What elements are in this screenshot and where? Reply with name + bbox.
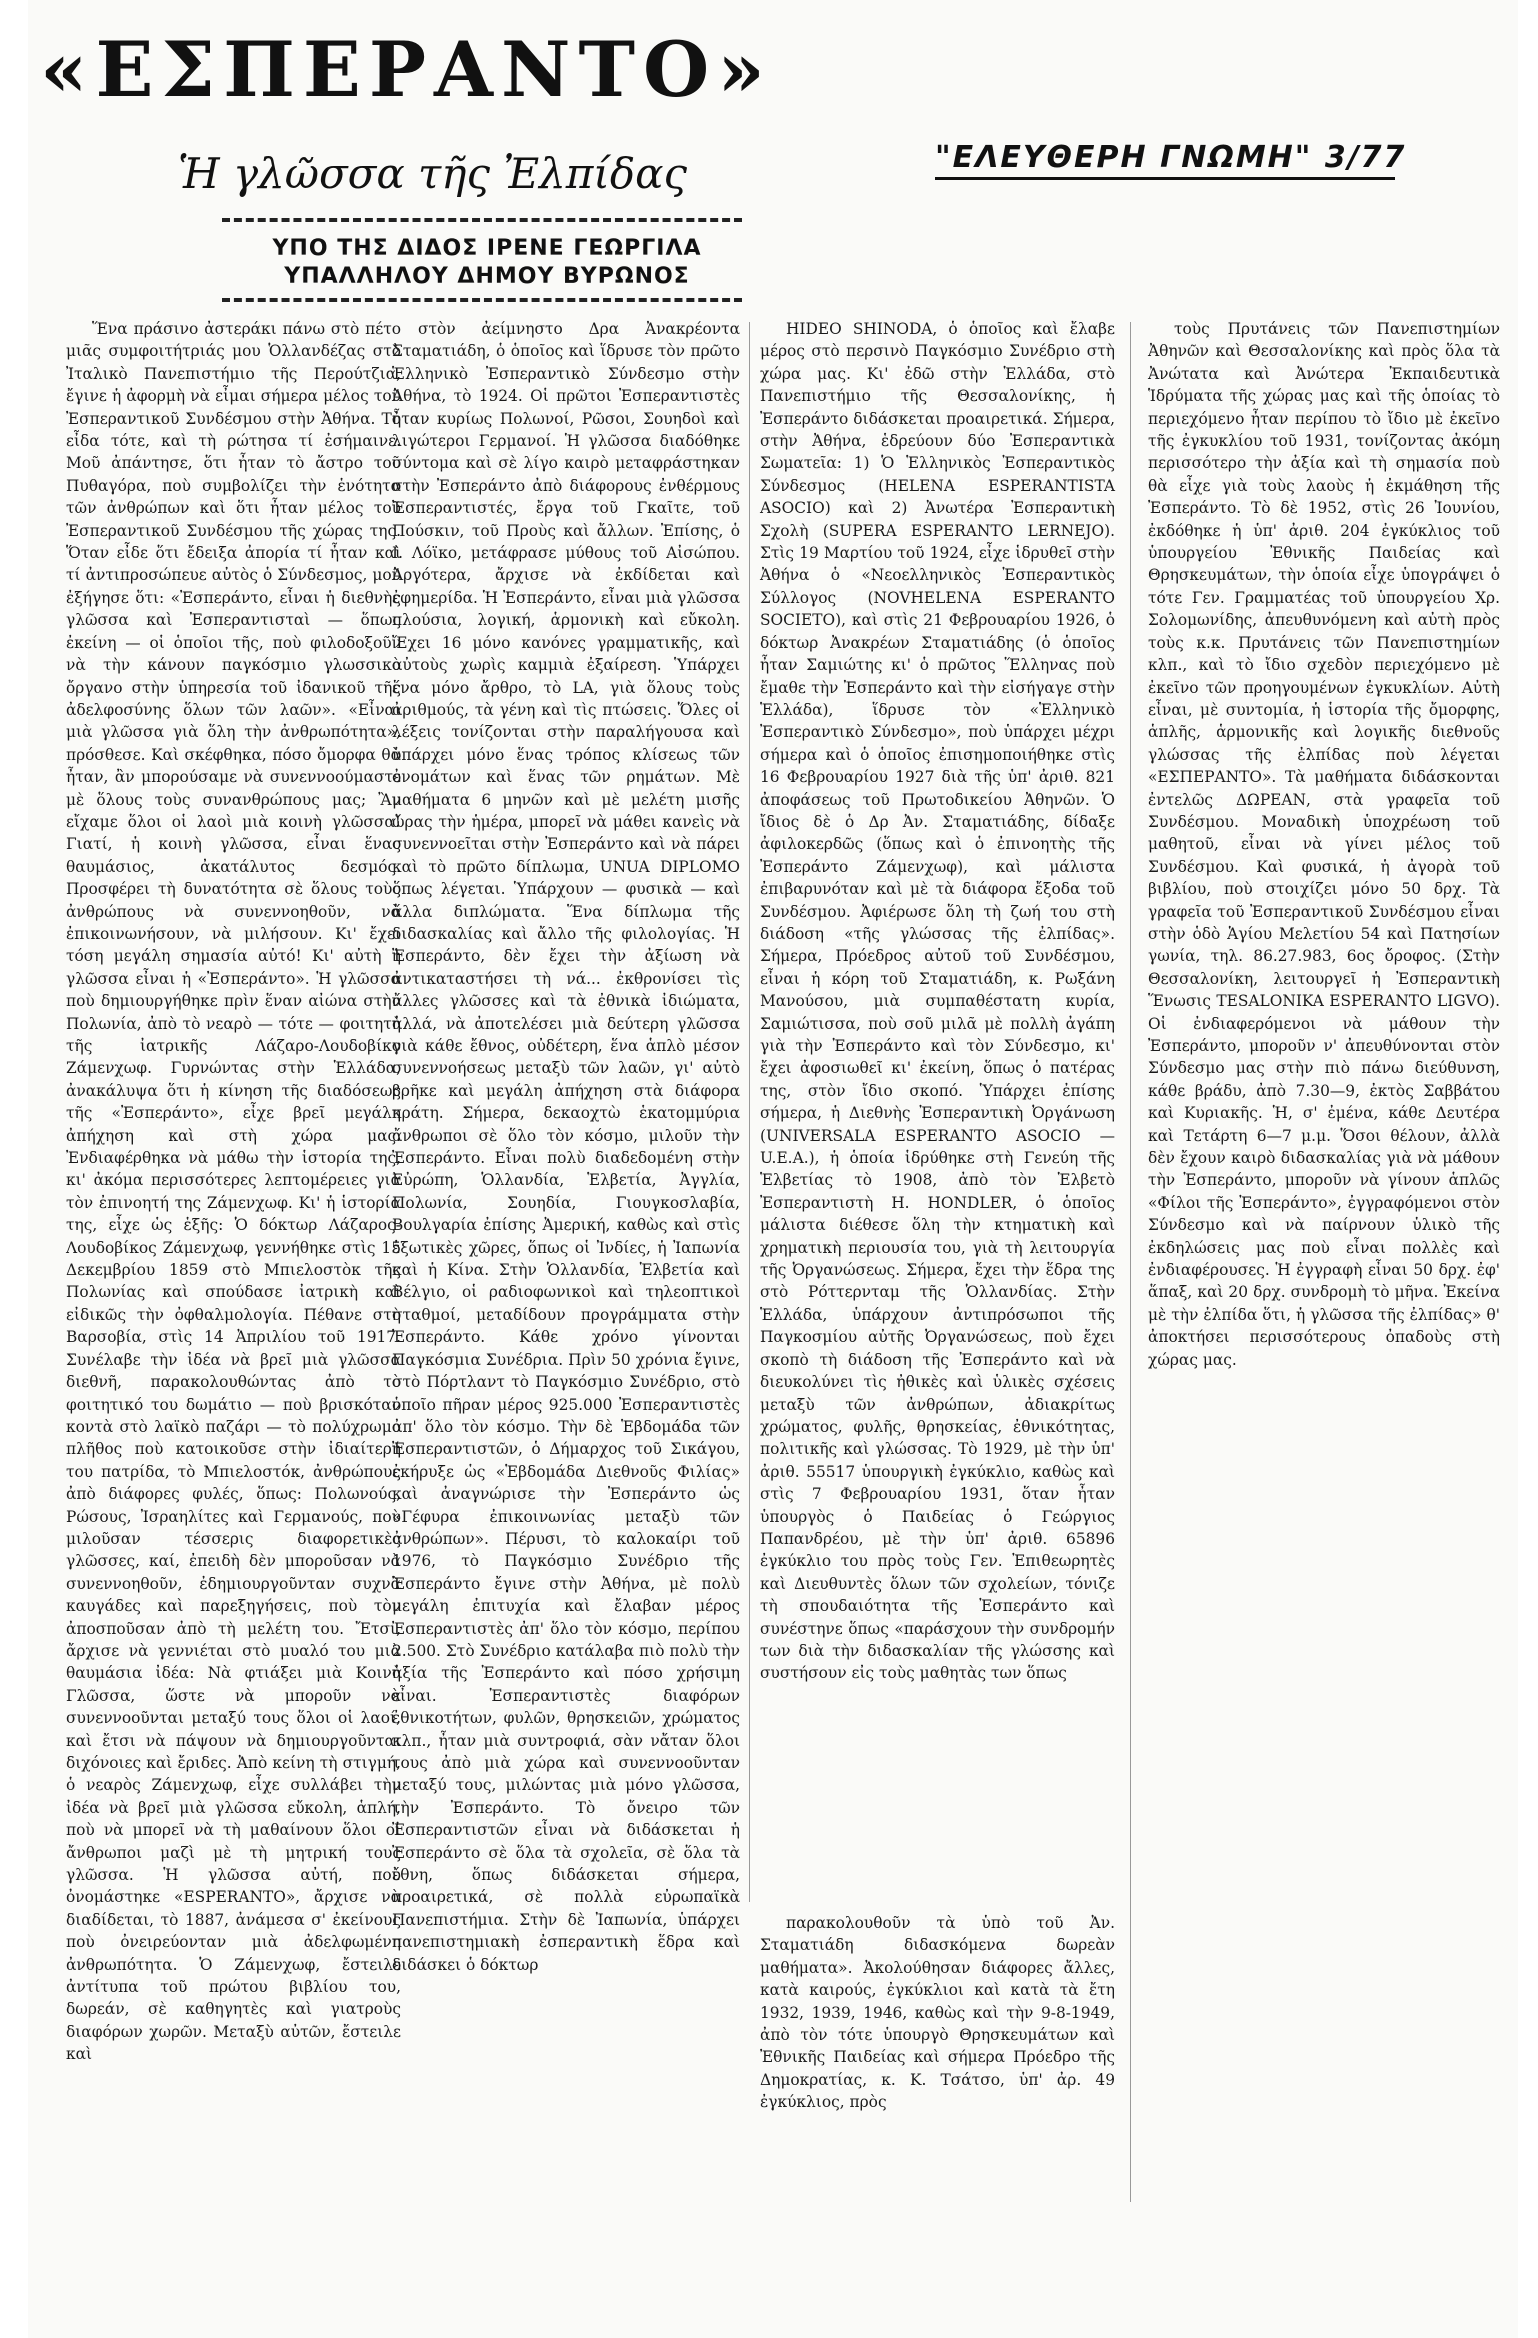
masthead-title: «ΕΣΠΕΡΑΝΤΟ» — [40, 25, 773, 114]
article-column-1: Ἕνα πράσινο ἀστεράκι πάνω στὸ πέτο μιᾶς συμφοιτήτριάς μου Ὁλλανδέζας στὸ Ἰταλικὸ Πανεπιστήμιο τῆς Περούτζια, ἔγινε ἡ ἀφορμὴ νὰ εἶμαι σήμερα μέλος τοῦ Ἐσπεραντικοῦ Συνδέσμου στὴν Ἀθήνα. Τὸ εἶδα τότε, καὶ τὴ ρώτησα τί ἐσήμαινε. Μοῦ ἀπάντησε, ὅτι ἦταν τὸ ἄστρο τοῦ Πυθαγόρα, ποὺ συμβολίζει τὴν ἑνότητα τῶν ἀνθρώπων καὶ ὅτι ἦταν μέλος τοῦ Ἐσπεραντικοῦ Συνδέσμου τῆς χώρας της. Ὅταν εἶδε ὅτι ἔδειξα ἀπορία τί ἦταν καὶ τί ἀντιπροσώπευε αὐτὸς ὁ Σύνδεσμος, μοῦ ἐξήγησε ὅτι: «Ἐσπεράντο, εἶναι ἡ διεθνὴς γλῶσσα καὶ Ἐσπεραντισταὶ — ὅπως ἐκείνη — οἱ ὁποῖοι τῆς, ποὺ φιλοδοξοῦν νὰ τὴν κάνουν παγκόσμιο γλωσσικὸ ὄργανο στὴν ὑπηρεσία τοῦ ἰδανικοῦ τῆς ἀδελφοσύνης ὅλων τῶν λαῶν». «Εἶναι μιὰ γλῶσσα γιὰ ὅλη τὴν ἀνθρωπότητα», πρόσθεσε. Καὶ σκέφθηκα, πόσο ὄμορφα θὰ ἦταν, ἂν μπορούσαμε νὰ συνεννοούμαστε μὲ ὅλους τοὺς συνανθρώπους μας; Ἂν εἴχαμε ὅλοι οἱ λαοὶ μιὰ κοινὴ γλῶσσα! Γιατί, ἡ κοινὴ γλῶσσα, εἶναι ἕνας θαυμάσιος, ἀκατάλυτος δεσμός. Προσφέρει τὴ δυνατότητα σὲ ὅλους τοὺς ἀνθρώπους νὰ συνεννοηθοῦν, νὰ ἐπικοινωνήσουν, νὰ μιλήσουν. Κι' ἔχει τόση μεγάλη σημασία αὐτό! Κι' αὐτὴ ἡ γλῶσσα εἶναι ἡ «Ἐσπεράντο». Ἡ γλῶσσα ποὺ δημιουργήθηκε πρὶν ἕναν αἰώνα στὴν Πολωνία, ἀπὸ τὸ νεαρὸ — τότε — φοιτητὴ τῆς ἰατρικῆς Λάζαρο-Λουδοβίκο Ζάμενχωφ. Γυρνώντας στὴν Ἑλλάδα, ἀνακάλυψα ὅτι ἡ κίνηση τῆς διαδόσεως τῆς «Ἐσπεράντο», εἶχε βρεῖ μεγάλη ἀπήχηση καὶ στὴ χώρα μας. Ἐνδιαφέρθηκα νὰ μάθω τὴν ἱστορία της, κι' ἀκόμα περισσότερες λεπτομέρειες γιὰ τὸν ἐπινοητή της Ζάμενχωφ. Κι' ἡ ἱστορία της, εἶχε ὡς ἑξῆς: Ὁ δόκτωρ Λάζαρος-Λουδοβίκος Ζάμενχωφ, γεννήθηκε στὶς 15 Δεκεμβρίου 1859 στὸ Μπιελοστὸκ τῆς Πολωνίας καὶ σπούδασε ἰατρικὴ καὶ εἰδικῶς τὴν ὀφθαλμολογία. Πέθανε στὴ Βαρσοβία, στὶς 14 Ἀπριλίου τοῦ 1917. Συνέλαβε τὴν ἰδέα νὰ βρεῖ μιὰ γλῶσσα διεθνῆ, παρακολουθώντας ἀπὸ τὸ φοιτητικό του δωμάτιο — ποὺ βρισκόταν κοντὰ στὸ λαϊκὸ παζάρι — τὸ πολύχρωμο πλῆθος ποὺ κατοικοῦσε στὴν ἰδιαίτερή του πατρίδα, τὸ Μπιελοστόκ, ἀνθρώπους ἀπὸ διάφορες φυλές, ὅπως: Πολωνούς, Ρώσους, Ἰσραηλίτες καὶ Γερμανούς, ποὺ μιλοῦσαν τέσσερις διαφορετικὲς γλῶσσες, καί, ἐπειδὴ δὲν μποροῦσαν νὰ συνεννοηθοῦν, ἐδημιουργοῦνταν συχνὰ καυγάδες καὶ παρεξηγήσεις, ποὺ τὸν ἀποσποῦσαν ἀπὸ τὴ μελέτη του. Ἔτσι, ἄρχισε νὰ γεννιέται στὸ μυαλό του μιὰ θαυμάσια ἰδέα: Νὰ φτιάξει μιὰ Κοινὴ Γλῶσσα, ὥστε νὰ μποροῦν νὰ συνεννοοῦνται μεταξύ τους ὅλοι οἱ λαοί, καὶ ἔτσι νὰ πάψουν νὰ δημιουργοῦνται διχόνοιες καὶ ἔριδες. Ἀπὸ κείνη τὴ στιγμή, ὁ νεαρὸς Ζάμενχωφ, εἶχε συλλάβει τὴν ἰδέα νὰ βρεῖ μιὰ γλῶσσα εὔκολη, ἁπλή, ποὺ νὰ μπορεῖ νὰ τὴ μαθαίνουν ὅλοι οἱ ἄνθρωποι μαζὶ μὲ τὴ μητρική τους γλῶσσα. Ἡ γλῶσσα αὐτή, ποὺ ὀνομάστηκε «ESPERANTO», ἄρχισε νὰ διαδίδεται, τὸ 1887, ἀνάμεσα σ' ἐκείνους ποὺ ὀνειρεύονταν μιὰ ἀδελφωμένη ἀνθρωπότητα. Ὁ Ζάμενχωφ, ἔστειλε ἀντίτυπα τοῦ πρώτου βιβλίου του, δωρεάν, σὲ καθηγητὲς καὶ γιατροὺς διαφόρων χωρῶν. Μεταξὺ αὐτῶν, ἔστειλε καὶ — [66, 320, 401, 2064]
byline-rule-top — [222, 218, 742, 222]
byline-title: ΥΠΑΛΛΗΛΟΥ ΔΗΜΟΥ ΒΥΡΩΝΟΣ — [284, 264, 690, 289]
article-column-3: HIDEO SHINODA, ὁ ὁποῖος καὶ ἔλαβε μέρος στὸ περσινὸ Παγκόσμιο Συνέδριο στὴ χώρα μας. Κι' ἐδῶ στὴν Ἑλλάδα, στὸ Πανεπιστήμιο τῆς Θεσσαλονίκης, ἡ Ἐσπεράντο διδάσκεται προαιρετικά. Σήμερα, στὴν Ἀθήνα, ἑδρεύουν δύο Ἐσπεραντικὰ Σωματεῖα: 1) Ὁ Ἑλληνικὸς Ἐσπεραντικὸς Σύνδεσμος (HELENA ESPERANTISTA ASOCIO) καὶ 2) Ἀνωτέρα Ἐσπεραντικὴ Σχολὴ (SUPERA ESPERANTO LERNEJO). Στὶς 19 Μαρτίου τοῦ 1924, εἶχε ἱδρυθεῖ στὴν Ἀθήνα ὁ «Νεοελληνικὸς Ἐσπεραντικὸς Σύλλογος (NOVHELENA ESPERANTO SOCIETO), καὶ στὶς 21 Φεβρουαρίου 1926, ὁ δόκτωρ Ἀνακρέων Σταματιάδης (ὁ ὁποῖος ἦταν Σαμιώτης κι' ὁ πρῶτος Ἕλληνας ποὺ ἔμαθε τὴν Ἐσπεράντο καὶ τὴν εἰσήγαγε στὴν Ἑλλάδα), ἵδρυσε τὸν «Ἑλληνικὸ Ἐσπεραντικὸ Σύνδεσμο», ποὺ ὑπάρχει μέχρι σήμερα καὶ ὁ ὁποῖος ἐπισημοποιήθηκε στὶς 16 Φεβρουαρίου 1927 διὰ τῆς ὑπ' ἀριθ. 821 ἀποφάσεως τοῦ Πρωτοδικείου Ἀθηνῶν. Ὁ ἴδιος δὲ ὁ Δρ Ἀν. Σταματιάδης, δίδαξε ἀφιλοκερδῶς (ὅπως καὶ ὁ ἐπινοητὴς τῆς Ἐσπεράντο Ζάμενχωφ), καὶ μάλιστα ἐπιβαρυνόταν καὶ μὲ τὰ διάφορα ἔξοδα τοῦ Συνδέσμου. Ἀφιέρωσε ὅλη τὴ ζωή του στὴ διάδοση «τῆς γλώσσας τῆς ἐλπίδας». Σήμερα, Πρόεδρος αὐτοῦ τοῦ Συνδέσμου, εἶναι ἡ κόρη τοῦ Σταματιάδη, κ. Ρωξάνη Μανούσου, μιὰ συμπαθέστατη κυρία, Σαμιώτισσα, ποὺ σοῦ μιλᾶ μὲ πολλὴ ἀγάπη γιὰ τὴν Ἐσπεράντο καὶ τὸν Σύνδεσμο, κι' ἔχει ἀφοσιωθεῖ κι' ἐκείνη, ὅπως ὁ πατέρας της, στὸν ἴδιο σκοπό. Ὑπάρχει ἐπίσης σήμερα, ἡ Διεθνὴς Ἐσπεραντικὴ Ὀργάνωση (UNIVERSALA ESPERANTO ASOCIO — U.E.A.), ἡ ὁποία ἱδρύθηκε στὴ Γενεύη τῆς Ἑλβετίας τὸ 1908, ἀπὸ τὸν Ἑλβετὸ Ἐσπεραντιστὴ H. HONDLER, ὁ ὁποῖος μάλιστα διέθεσε ὅλη τὴν κτηματικὴ καὶ χρηματικὴ περιουσία του, γιὰ τὴ λειτουργία τῆς Ὀργανώσεως. Σήμερα, ἔχει τὴν ἕδρα της στὸ Ρόττερνταμ τῆς Ὁλλανδίας. Στὴν Ἑλλάδα, ὑπάρχουν ἀντιπρόσωποι τῆς Παγκοσμίου αὐτῆς Ὀργανώσεως, ποὺ ἔχει σκοπὸ τὴ διάδοση τῆς Ἐσπεράντο καὶ νὰ διευκολύνει τὶς ἠθικὲς καὶ ὑλικὲς σχέσεις μεταξὺ τῶν ἀνθρώπων, ἀδιακρίτως χρώματος, φυλῆς, θρησκείας, ἐθνικότητας, πολιτικῆς καὶ γλώσσας. Τὸ 1929, μὲ τὴν ὑπ' ἀριθ. 55517 ὑπουργικὴ ἐγκύκλιο, καθὼς καὶ στὶς 7 Φεβρουαρίου 1931, ὅταν ἦταν ὑπουργὸς ὁ Παιδείας ὁ Γεώργιος Παπανδρέου, μὲ τὴν ὑπ' ἀριθ. 65896 ἐγκύκλιο του πρὸς τοὺς Γεν. Ἐπιθεωρητὲς καὶ Διευθυντὲς ὅλων τῶν σχολείων, τόνιζε τὴ σπουδαιότητα τῆς Ἐσπεράντο καὶ συνέστηνε ὅπως «παράσχουν τὴν συνδρομήν των διὰ τὴν διδασκαλίαν τῆς γλώσσης καὶ συστήσουν εἰς τοὺς μαθητὰς των ὅπως — [760, 320, 1115, 1683]
column-divider — [749, 322, 750, 1902]
byline-author: ΥΠΟ ΤΗΣ ΔΙΔΟΣ ΙΡΕΝΕ ΓΕΩΡΓΙΛΑ — [272, 236, 702, 261]
article-column-3-continued: παρακολουθοῦν τὰ ὑπὸ τοῦ Ἀν. Σταματιάδη διδασκόμενα δωρεὰν μαθήματα». Ἀκολούθησαν διάφορες ἄλλες, κατὰ καιρούς, ἐγκύκλιοι καὶ κατὰ τὰ ἔτη 1932, 1939, 1946, καθὼς καὶ τὴν 9-8-1949, ἀπὸ τὸν τότε ὑπουργὸ Θρησκευμάτων καὶ Ἐθνικῆς Παιδείας καὶ σήμερα Πρόεδρο τῆς Δημοκρατίας, κ. Κ. Τσάτσο, ὑπ' ἀρ. 49 ἐγκύκλιος, πρὸς — [760, 1914, 1115, 2112]
byline-rule-bottom — [222, 298, 742, 302]
article-column-4: τοὺς Πρυτάνεις τῶν Πανεπιστημίων Ἀθηνῶν καὶ Θεσσαλονίκης καὶ πρὸς ὅλα τὰ Ἀνώτατα καὶ Ἀνώτερα Ἐκπαιδευτικὰ Ἱδρύματα τῆς χώρας μας καὶ τῆς ὁποίας τὸ περιεχόμενο ἦταν περίπου τὸ ἴδιο μὲ ἐκεῖνο τῆς ἐγκυκλίου τοῦ 1931, τονίζοντας ἀκόμη περισσότερο τὴν ἀξία καὶ τὴ σημασία ποὺ θὰ εἶχε γιὰ τοὺς λαοὺς ἡ ἐκμάθηση τῆς Ἐσπεράντο. Τὸ δὲ 1952, στὶς 26 Ἰουνίου, ἐκδόθηκε ἡ ὑπ' ἀριθ. 204 ἐγκύκλιος τοῦ ὑπουργείου Ἐθνικῆς Παιδείας καὶ Θρησκευμάτων, τὴν ὁποία εἶχε ὑπογράψει ὁ τότε Γεν. Γραμματέας τοῦ ὑπουργείου Χρ. Σολομωνίδης, ἀπευθυνόμενη καὶ αὐτὴ πρὸς τοὺς κ.κ. Πρυτάνεις τῶν Πανεπιστημίων κλπ., καὶ τὸ ἴδιο σχεδὸν περιεχόμενο μὲ ἐκεῖνο τῶν προηγουμένων ἐγκυκλίων. Αὐτὴ εἶναι, μὲ συντομία, ἡ ἱστορία τῆς ὄμορφης, ἁπλῆς, ἁρμονικῆς καὶ λογικῆς διεθνοῦς γλώσσας τῆς ἐλπίδας ποὺ λέγεται «ΕΣΠΕΡΑΝΤΟ». Τὰ μαθήματα διδάσκονται ἐντελῶς ΔΩΡΕΑΝ, στὰ γραφεῖα τοῦ Συνδέσμου. Μοναδικὴ ὑποχρέωση τοῦ μαθητοῦ, εἶναι νὰ γίνει μέλος τοῦ Συνδέσμου. Καὶ φυσικά, ἡ ἀγορὰ τοῦ βιβλίου, ποὺ στοιχίζει μόνο 50 δρχ. Τὰ γραφεῖα τοῦ Ἐσπεραντικοῦ Συνδέσμου εἶναι στὴν ὁδὸ Ἁγίου Μελετίου 54 καὶ Πατησίων γωνία, τηλ. 86.27.983, 6ος ὄροφος. (Στὴν Θεσσαλονίκη, λειτουργεῖ ἡ Ἐσπεραντικὴ Ἕνωσις TESALONIKA ESPERANTO LIGVO). Οἱ ἐνδιαφερόμενοι νὰ μάθουν τὴν Ἐσπεράντο, μποροῦν ν' ἀπευθύνονται στὸν Σύνδεσμο μας στὴν πιὸ πάνω διεύθυνση, κάθε βράδυ, ἀπὸ 7.30—9, ἐκτὸς Σαββάτου καὶ Κυριακῆς. Ἡ, σ' ἐμένα, κάθε Δευτέρα καὶ Τετάρτη 6—7 μ.μ. Ὅσοι θέλουν, ἀλλὰ δὲν ἔχουν καιρὸ διδασκαλίας γιὰ νὰ μάθουν τὴν Ἐσπεράντο, μποροῦν νὰ γίνουν ἁπλῶς «Φίλοι τῆς Ἐσπεράντο», ἐγγραφόμενοι στὸν Σύνδεσμο καὶ νὰ παίρνουν ὑλικὸ τῆς ἐκδηλώσεις μας ποὺ εἶναι πολλὲς καὶ ἐνδιαφέρουσες. Ἡ ἐγγραφὴ εἶναι 50 δρχ. ἐφ' ἅπαξ, καὶ 20 δρχ. συνδρομὴ τὸ μῆνα. Ἐκείνα μὲ τὴν ἐλπίδα ὅτι, ἡ γλῶσσα τῆς ἐλπίδας» θ' ἀποκτήσει περισσότερους ὀπαδοὺς στὴ χώρας μας. — [1148, 320, 1500, 1369]
article-headline: Ἡ γλῶσσα τῆς Ἐλπίδας — [178, 149, 688, 198]
newspaper-name: "ΕΛΕΥΘΕΡΗ ΓΝΩΜΗ" 3/77 — [935, 140, 1395, 180]
column-divider — [1130, 322, 1131, 2202]
article-column-2: στὸν ἀείμνηστο Δρα Ἀνακρέοντα Σταματιάδη, ὁ ὁποῖος καὶ ἵδρυσε τὸν πρῶτο Ἑλληνικὸ Ἐσπεραντικὸ Σύνδεσμο στὴν Ἀθήνα, τὸ 1924. Οἱ πρῶτοι Ἐσπεραντιστὲς ἦταν κυρίως Πολωνοί, Ρῶσοι, Σουηδοὶ καὶ λιγώτεροι Γερμανοί. Ἡ γλῶσσα διαδόθηκε σύντομα καὶ σὲ λίγο καιρὸ μεταφράστηκαν στὴν Ἐσπεράντο ἀπὸ διάφορους ἐνθέρμους Ἐσπεραντιστές, ἔργα τοῦ Γκαῖτε, τοῦ Πούσκιν, τοῦ Προὺς καὶ ἄλλων. Ἐπίσης, ὁ Ι. Λόϊκο, μετάφρασε μύθους τοῦ Αἰσώπου. Ἀργότερα, ἄρχισε νὰ ἐκδίδεται καὶ ἐφημερίδα. Ἡ Ἐσπεράντο, εἶναι μιὰ γλῶσσα πλούσια, λογική, ἁρμονικὴ καὶ εὔκολη. Ἔχει 16 μόνο κανόνες γραμματικῆς, καὶ αὐτοὺς χωρὶς καμμιὰ ἐξαίρεση. Ὑπάρχει ἕνα μόνο ἄρθρο, τὸ LA, γιὰ ὅλους τοὺς ἀριθμούς, τὰ γένη καὶ τὶς πτώσεις. Ὅλες οἱ λέξεις τονίζονται στὴν παραλήγουσα καὶ ὑπάρχει μόνο ἕνας τρόπος κλίσεως τῶν ὀνομάτων καὶ ἕνας τῶν ρημάτων. Μὲ μαθήματα 6 μηνῶν καὶ μὲ μελέτη μισῆς ὥρας τὴν ἡμέρα, μπορεῖ νὰ μάθει κανεὶς νὰ συνεννοεῖται στὴν Ἐσπεράντο καὶ νὰ πάρει καὶ τὸ πρῶτο δίπλωμα, UNUA DIPLOMO ὅπως λέγεται. Ὑπάρχουν — φυσικὰ — καὶ ἄλλα διπλώματα. Ἕνα δίπλωμα τῆς διδασκαλίας καὶ ἄλλο τῆς φιλολογίας. Ἡ Ἐσπεράντο, δὲν ἔχει τὴν ἀξίωση νὰ ἀντικαταστήσει τὴ νά... ἐκθρονίσει τὶς ἄλλες γλῶσσες καὶ τὰ ἐθνικὰ ἰδιώματα, ἀλλά, νὰ ἀποτελέσει μιὰ δεύτερη γλῶσσα γιὰ κάθε ἔθνος, οὐδέτερη, ἕνα ἁπλὸ μέσον συνεννοήσεως μεταξὺ τῶν λαῶν, γι' αὐτὸ βρῆκε καὶ μεγάλη ἀπήχηση στὰ διάφορα κράτη. Σήμερα, δεκαοχτὼ ἑκατομμύρια ἄνθρωποι σὲ ὅλο τὸν κόσμο, μιλοῦν τὴν Ἐσπεράντο. Εἶναι πολὺ διαδεδομένη στὴν Εὐρώπη, Ὁλλανδία, Ἑλβετία, Ἀγγλία, Πολωνία, Σουηδία, Γιουγκοσλαβία, Βουλγαρία ἐπίσης Ἀμερική, καθὼς καὶ στὶς ἐξωτικὲς χῶρες, ὅπως οἱ Ἰνδίες, ἡ Ἰαπωνία καὶ ἡ Κίνα. Στὴν Ὁλλανδία, Ἑλβετία καὶ Βέλγιο, οἱ ραδιοφωνικοὶ καὶ τηλεοπτικοὶ σταθμοί, μεταδίδουν προγράμματα στὴν Ἐσπεράντο. Κάθε χρόνο γίνονται Παγκόσμια Συνέδρια. Πρὶν 50 χρόνια ἔγινε, στὸ Πόρτλαντ τὸ Παγκόσμιο Συνέδριο, στὸ ὁποῖο πῆραν μέρος 925.000 Ἐσπεραντιστὲς ἀπ' ὅλο τὸν κόσμο. Τὴν δὲ Ἑβδομάδα τῶν Ἐσπεραντιστῶν, ὁ Δήμαρχος τοῦ Σικάγου, ἐκήρυξε ὡς «Ἑβδομάδα Διεθνοῦς Φιλίας» καὶ ἀναγνώρισε τὴν Ἐσπεράντο ὡς «Γέφυρα ἐπικοινωνίας μεταξὺ τῶν ἀνθρώπων». Πέρυσι, τὸ καλοκαίρι τοῦ 1976, τὸ Παγκόσμιο Συνέδριο τῆς Ἐσπεράντο ἔγινε στὴν Ἀθήνα, μὲ πολὺ μεγάλη ἐπιτυχία καὶ ἔλαβαν μέρος Ἐσπεραντιστὲς ἀπ' ὅλο τὸν κόσμο, περίπου 2.500. Στὸ Συνέδριο κατάλαβα πιὸ πολὺ τὴν ἀξία τῆς Ἐσπεράντο καὶ πόσο χρήσιμη εἶναι. Ἐσπεραντιστὲς διαφόρων ἐθνικοτήτων, φυλῶν, θρησκειῶν, χρώματος κλπ., ἦταν μιὰ συντροφιά, σὰν νἄταν ὅλοι τους ἀπὸ μιὰ χώρα καὶ συνεννοοῦνταν μεταξύ τους, μιλώντας μιὰ μόνο γλῶσσα, τὴν Ἐσπεράντο. Τὸ ὄνειρο τῶν Ἐσπεραντιστῶν εἶναι νὰ διδάσκεται ἡ Ἐσπεράντο σὲ ὅλα τὰ σχολεῖα, σὲ ὅλα τὰ ἔθνη, ὅπως διδάσκεται σήμερα, προαιρετικά, σὲ πολλὰ εὐρωπαϊκὰ Πανεπιστήμια. Στὴν δὲ Ἰαπωνία, ὑπάρχει πανεπιστημιακὴ ἐσπεραντικὴ ἕδρα καὶ διδάσκει ὁ δόκτωρ — [392, 320, 740, 1974]
